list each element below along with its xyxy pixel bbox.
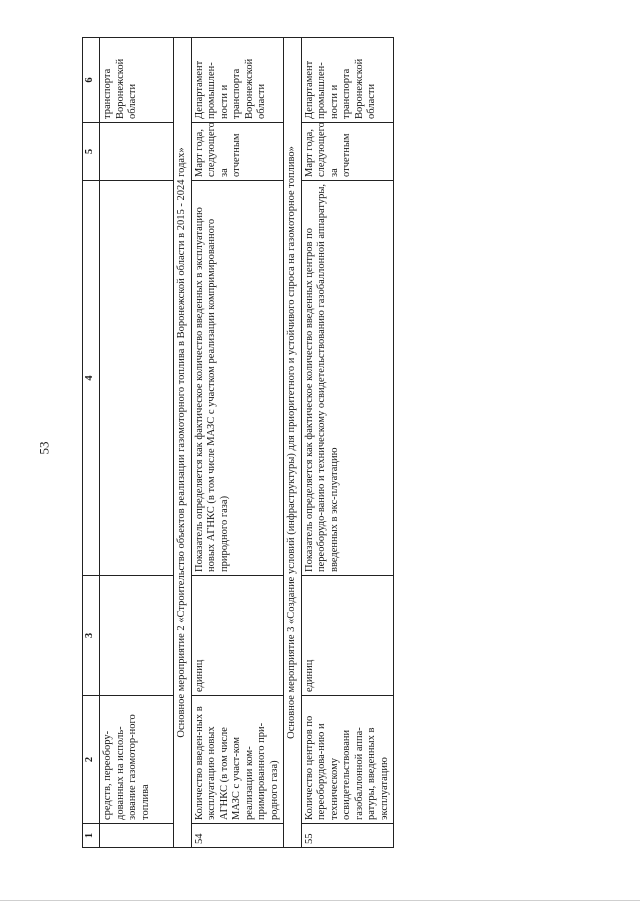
header-cell: 5 xyxy=(83,123,100,181)
header-cell: 6 xyxy=(83,38,100,123)
responsible-cell: Департамент промышлен-ности и транспорта Воронежской области xyxy=(301,38,394,123)
table-row xyxy=(191,38,284,848)
method-cell xyxy=(100,181,174,576)
section-title-2: Основное мероприятие 2 «Строительство объектов реализации газомоторного топлива в Воронежской области в 2015 - 2024 годах» xyxy=(174,38,192,848)
responsible-cell: транспорта Воронежской области xyxy=(100,38,174,123)
section-row xyxy=(284,38,302,848)
indicator-name-cell: Количество введен-ных в эксплуатацию новых АГНКС (в том числе МАЗС с участ-ком реализации ком-примированного при-родного газа) xyxy=(191,696,284,824)
header-cell: 1 xyxy=(83,824,100,848)
indicators-table xyxy=(82,37,394,848)
method-cell: Показатель определяется как фактическое количество введенных центров по переоборудо-ванию и техническому освидетельствованию газобаллонной аппаратуры, введенных в экс-плуатацию xyxy=(301,181,394,576)
section-title-3: Основное мероприятие 3 «Создание условий (инфраструктуры) для приоритетного и устойчивого спроса на газомоторное топливо» xyxy=(284,38,302,848)
row-num-cell xyxy=(100,824,174,848)
header-cell: 3 xyxy=(83,576,100,696)
term-cell: Март года, следующего за отчетным xyxy=(191,123,284,181)
responsible-cell: Департамент промышлен-ности и транспорта Воронежской области xyxy=(191,38,284,123)
table-header-row xyxy=(83,38,100,848)
unit-cell: единиц xyxy=(301,576,394,696)
table-row xyxy=(100,38,174,848)
table-row xyxy=(301,38,394,848)
unit-cell xyxy=(100,576,174,696)
header-cell: 2 xyxy=(83,696,100,824)
method-cell: Показатель определяется как фактическое количество введенных в эксплуатацию новых АГНКС (в том числе МАЗС с участком реализации компримированного природного газа) xyxy=(191,181,284,576)
page-number: 53 xyxy=(36,441,52,455)
header-cell: 4 xyxy=(83,181,100,576)
indicator-name-cell: Количество центров по переоборудова-нию и техническому освидетельствовани газобаллонной аппа-ратуры, введенных в эксплуатацию xyxy=(301,696,394,824)
rotated-table-page xyxy=(82,38,390,848)
term-cell: Март года, следующего за отчетным xyxy=(301,123,394,181)
indicator-name-cell: средств, переобору-дованных на исполь-зование газомотор-ного топлива xyxy=(100,696,174,824)
scan-edge-line xyxy=(0,900,640,901)
section-row xyxy=(174,38,192,848)
row-num-cell: 54 xyxy=(191,824,284,848)
term-cell xyxy=(100,123,174,181)
unit-cell: единиц xyxy=(191,576,284,696)
row-num-cell: 55 xyxy=(301,824,394,848)
